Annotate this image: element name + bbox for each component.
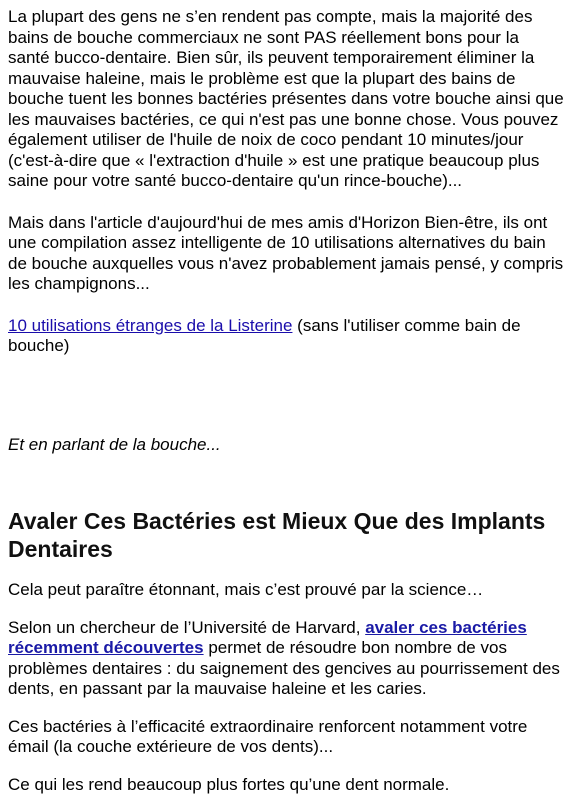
- harvard-suffix: permet de résoudre bon nombre de vos problèmes dentaires : du saignement des gencives au pourrissement des dents, en passant par la mauvaise haleine et les caries.: [8, 638, 560, 698]
- stronger-teeth-paragraph: Ce qui les rend beaucoup plus fortes qu’une dent normale.: [8, 775, 564, 795]
- transition-text: Et en parlant de la bouche...: [8, 435, 564, 456]
- harvard-prefix: Selon un chercheur de l’Université de Harvard,: [8, 618, 365, 637]
- listerine-article-link[interactable]: 10 utilisations étranges de la Listerine: [8, 316, 292, 335]
- email-body: [8, 0, 564, 795]
- section-heading: Avaler Ces Bactéries est Mieux Que des Implants Dentaires: [8, 507, 564, 563]
- listerine-link-suffix: (sans l'utiliser comme bain de bouche): [8, 316, 521, 356]
- intro-paragraph: La plupart des gens ne s’en rendent pas compte, mais la majorité des bains de bouche commerciaux ne sont PAS réellement bons pour la santé bucco-dentaire. Bien sûr, ils peuvent temporairement éliminer la mauvaise haleine, mais le problème est que la plupart des bains de bouche tuent les bonnes bactéries présentes dans votre bouche ainsi que les mauvaises bactéries, ce qui n'est pas une bonne chose. Vous pouvez également utiliser de l'huile de noix de coco pendant 10 minutes/jour (c'est-à-dire que « l'extraction d'huile » est une pratique beaucoup plus saine pour votre santé bucco-dentaire qu'un rince-bouche)...: [8, 7, 564, 192]
- bacteria-article-link[interactable]: avaler ces bactéries récemment découvertes: [8, 618, 527, 658]
- listerine-paragraph: [8, 316, 564, 357]
- friends-paragraph: Mais dans l'article d'aujourd'hui de mes amis d'Horizon Bien-être, ils ont une compilation assez intelligente de 10 utilisations alternatives du bain de bouche auxquelles vous n'avez probablement jamais pensé, y compris les champignons...: [8, 213, 564, 295]
- harvard-paragraph: [8, 618, 564, 700]
- enamel-paragraph: Ces bactéries à l’efficacité extraordinaire renforcent notamment votre émail (la couche extérieure de vos dents)...: [8, 717, 564, 758]
- lead-paragraph: Cela peut paraître étonnant, mais c’est prouvé par la science…: [8, 580, 564, 601]
